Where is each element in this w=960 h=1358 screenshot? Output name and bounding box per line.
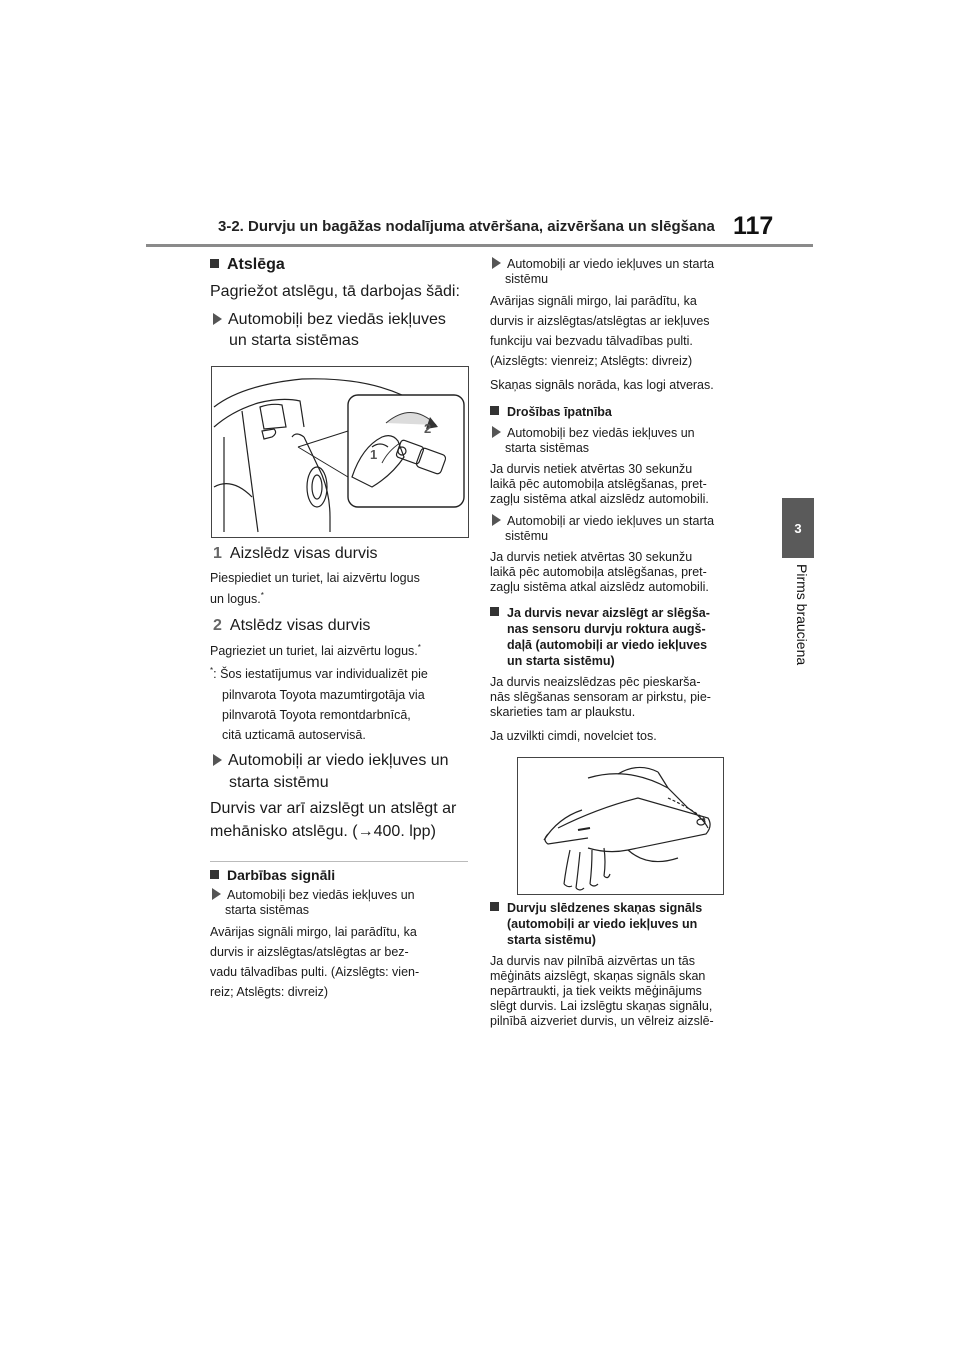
subheading-security-smart: Automobiļi ar viedo iekļuves un starta bbox=[492, 514, 714, 528]
chapter-tab: 3 bbox=[782, 498, 814, 558]
subheading-security-smart-cont: sistēmu bbox=[505, 529, 549, 543]
page-number: 117 bbox=[733, 212, 774, 240]
paragraph-r5-l2: nās slēgšanas sensoram ar pirkstu, pie- bbox=[490, 690, 711, 704]
heading-sensor-l2: nas sensoru durvju roktura augš- bbox=[507, 622, 706, 636]
paragraph-r3-l1: Ja durvis netiek atvērtas 30 sekunžu bbox=[490, 462, 693, 476]
triangle-bullet-icon bbox=[213, 313, 222, 325]
figure-key-operation bbox=[211, 366, 469, 538]
triangle-bullet-icon bbox=[492, 257, 501, 269]
footnote-line1: *: Šos iestatījumus var individualizēt pie bbox=[210, 666, 428, 682]
subheading-smart-cont: starta sistēmu bbox=[229, 774, 329, 791]
section-header-title: 3-2. Durvju un bagāžas nodalījuma atvēršana, aizvēršana un slēgšana bbox=[218, 218, 715, 235]
paragraph-r1-l1: Avārijas signāli mirgo, lai parādītu, ka bbox=[490, 294, 697, 308]
subheading-signals-no-smart: Automobiļi bez viedās iekļuves un bbox=[212, 888, 415, 902]
square-bullet-icon bbox=[490, 607, 499, 616]
figure-palm-sensor bbox=[517, 757, 724, 895]
car-door-key-illustration bbox=[212, 367, 468, 537]
note-lock-line1: Piespiediet un turiet, lai aizvērtu logus bbox=[210, 571, 420, 585]
triangle-bullet-icon bbox=[492, 426, 501, 438]
subheading-security-no-smart-cont: starta sistēmas bbox=[505, 441, 590, 455]
paragraph-r4-l1: Ja durvis netiek atvērtas 30 sekunžu bbox=[490, 550, 693, 564]
section-divider bbox=[210, 861, 468, 862]
paragraph-r7-l5: pilnībā aizveriet durvis, un vēlreiz aizslē- bbox=[490, 1014, 714, 1028]
footnote-line2: pilnvarota Toyota mazumtirgotāja via bbox=[222, 688, 425, 702]
figure-label-1: 1 bbox=[370, 447, 378, 462]
square-bullet-icon bbox=[210, 870, 219, 879]
subheading-signals-smart: Automobiļi ar viedo iekļuves un starta bbox=[492, 257, 714, 271]
note-unlock: Pagrieziet un turiet, lai aizvērtu logus.* bbox=[210, 643, 421, 659]
subheading-no-smart-cont: un starta sistēmas bbox=[229, 332, 359, 349]
square-bullet-icon bbox=[490, 406, 499, 415]
paragraph-signals-l3: vadu tālvadības pulti. (Aizslēgts: vien- bbox=[210, 965, 420, 979]
heading-sensor-l4: un starta sistēmu) bbox=[507, 654, 615, 668]
paragraph-r1-l2: durvis ir aizslēgtas/atslēgtas ar iekļuves bbox=[490, 314, 710, 328]
paragraph-r5-l3: skarieties tam ar plaukstu. bbox=[490, 705, 636, 719]
subheading-signals-no-smart-cont: starta sistēmas bbox=[225, 903, 310, 917]
list-item-lock: 1 Aizslēdz visas durvis bbox=[213, 545, 378, 562]
paragraph-r7-l1: Ja durvis nav pilnībā aizvērtas un tās bbox=[490, 954, 695, 968]
heading-sensor-l3: daļā (automobiļi ar viedo iekļuves bbox=[507, 638, 708, 652]
header-rule bbox=[146, 244, 813, 247]
heading-atslega: Atslēga bbox=[210, 256, 285, 274]
paragraph-r7-l2: mēģināts aizslēgt, skaņas signāls skan bbox=[490, 969, 706, 983]
note-lock-line2: un logus.* bbox=[210, 591, 264, 607]
paragraph-r5-l1: Ja durvis neaizslēdzas pēc pieskarša- bbox=[490, 675, 701, 689]
paragraph-r7-l4: slēgt durvis. Lai izslēgtu skaņas signālu, bbox=[490, 999, 713, 1013]
triangle-bullet-icon bbox=[213, 754, 222, 766]
heading-buzzer-l2: (automobiļi ar viedo iekļuves un bbox=[507, 917, 698, 931]
paragraph-r7-l3: nepārtraukti, ja tiek veikts mēģinājums bbox=[490, 984, 702, 998]
paragraph-r6: Ja uzvilkti cimdi, novelciet tos. bbox=[490, 729, 657, 743]
paragraph-signals-l1: Avārijas signāli mirgo, lai parādītu, ka bbox=[210, 925, 417, 939]
subheading-smart: Automobiļi ar viedo iekļuves un bbox=[213, 752, 449, 770]
square-bullet-icon bbox=[490, 902, 499, 911]
heading-signals: Darbības signāli bbox=[210, 867, 335, 883]
footnote-line4: citā uzticamā autoservisā. bbox=[222, 728, 366, 742]
paragraph-r4-l3: zagļu sistēma atkal aizslēdz automobili. bbox=[490, 580, 709, 594]
subheading-security-no-smart: Automobiļi bez viedās iekļuves un bbox=[492, 426, 695, 440]
square-bullet-icon bbox=[210, 259, 219, 268]
triangle-bullet-icon bbox=[492, 514, 501, 526]
figure-label-2: 2 bbox=[424, 421, 432, 436]
paragraph-signals-l2: durvis ir aizslēgtas/atslēgtas ar bez- bbox=[210, 945, 409, 959]
paragraph-r3-l2: laikā pēc automobiļa atslēgšanas, pret- bbox=[490, 477, 707, 491]
hand-door-handle-illustration bbox=[518, 758, 723, 894]
heading-buzzer-l1: Durvju slēdzenes skaņas signāls bbox=[490, 901, 702, 915]
chapter-side-label: Pirms brauciena bbox=[794, 564, 810, 666]
paragraph-r3-l3: zagļu sistēma atkal aizslēdz automobili. bbox=[490, 492, 709, 506]
paragraph-r1-l3: funkciju vai bezvadu tālvadības pulti. bbox=[490, 334, 693, 348]
triangle-bullet-icon bbox=[212, 888, 221, 900]
footnote-line3: pilnvarotā Toyota remontdarbnīcā, bbox=[222, 708, 411, 722]
list-item-unlock: 2 Atslēdz visas durvis bbox=[213, 617, 371, 634]
paragraph-r1-l4: (Aizslēgts: vienreiz; Atslēgts: divreiz) bbox=[490, 354, 693, 368]
paragraph-intro: Pagriežot atslēgu, tā darbojas šādi: bbox=[210, 283, 460, 300]
heading-buzzer-l3: starta sistēmu) bbox=[507, 933, 596, 947]
subheading-no-smart: Automobiļi bez viedās iekļuves bbox=[213, 311, 446, 329]
paragraph-mechanical-key-l1: Durvis var arī aizslēgt un atslēgt ar bbox=[210, 800, 457, 817]
paragraph-r2: Skaņas signāls norāda, kas logi atveras. bbox=[490, 378, 714, 392]
subheading-signals-smart-cont: sistēmu bbox=[505, 272, 549, 286]
paragraph-r4-l2: laikā pēc automobiļa atslēgšanas, pret- bbox=[490, 565, 707, 579]
paragraph-signals-l4: reiz; Atslēgts: divreiz) bbox=[210, 985, 329, 999]
heading-security: Drošības īpatnība bbox=[490, 405, 612, 419]
paragraph-mechanical-key-l2: mehānisko atslēgu. (→400. lpp) bbox=[210, 823, 436, 840]
heading-sensor-l1: Ja durvis nevar aizslēgt ar slēgša- bbox=[490, 606, 710, 620]
